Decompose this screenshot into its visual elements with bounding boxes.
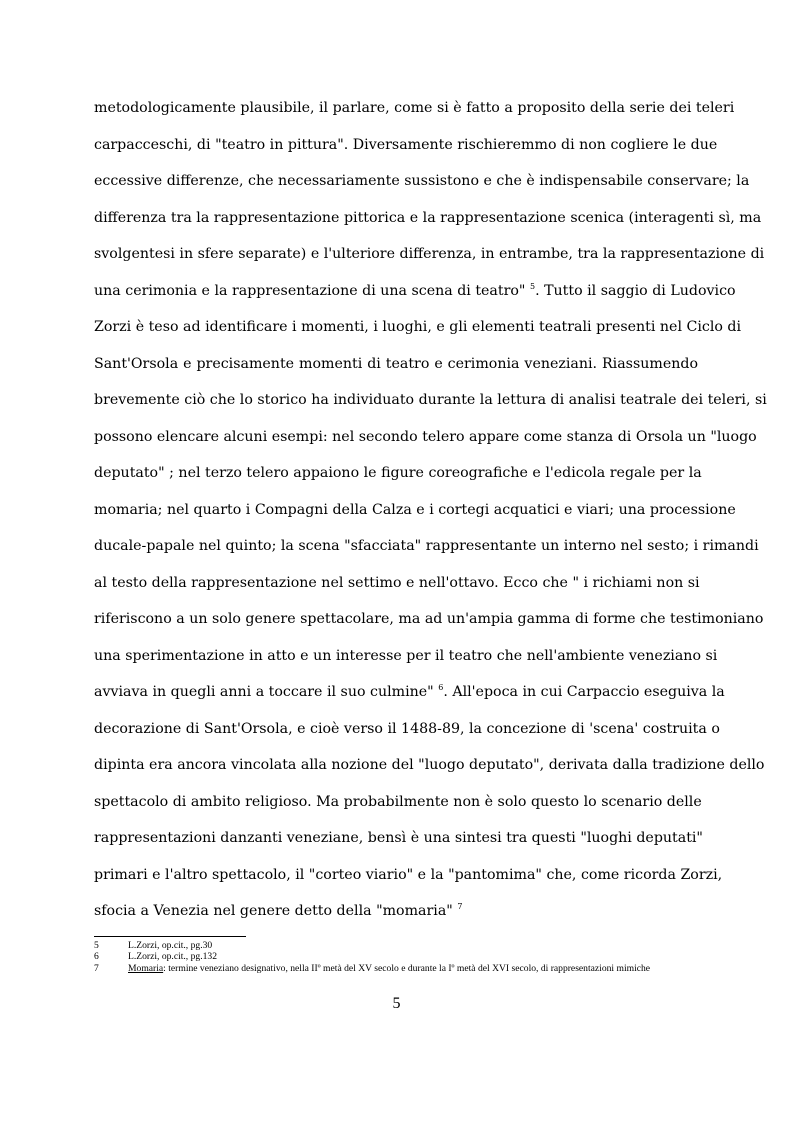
footnote-text: L.Zorzi, op.cit., pg.132	[128, 951, 217, 963]
text-line: deputato" ; nel terzo telero appaiono le figure coreografiche e l'edicola regale per la	[94, 465, 702, 481]
text-line: una sperimentazione in atto e un interesse per il teatro che nell'ambiente veneziano si	[94, 647, 718, 664]
text-line: ducale-papale nel quinto; la scena "sfacciata" rappresentante un interno nel sesto; i rimandi	[94, 538, 759, 554]
text-line	[94, 273, 736, 310]
text-line: rappresentazioni danzanti veneziane, bensì è una sintesi tra questi "luoghi deputati"	[94, 830, 703, 846]
footnote-text: L.Zorzi, op.cit., pg.30	[128, 940, 213, 951]
footnote-item	[94, 940, 714, 951]
footnote-ref-5: 5	[529, 281, 536, 291]
footnote-text: : termine veneziano designativo, nella IIº metà del XV secolo e durante la Iº metà del XVI secolo, di rappresentazioni mimiche	[163, 962, 651, 974]
text-segment: . Tutto il saggio di Ludovico	[535, 282, 736, 299]
footnote-ref-7: 7	[457, 902, 463, 911]
page-number: 5	[392, 995, 401, 1012]
text-line: al testo della rappresentazione nel settimo e nell'ottavo. Ecco che " i richiami non si	[94, 574, 700, 591]
footnote-divider	[94, 936, 246, 937]
text-line: svolgentesi in sfere separate) e l'ulteriore differenza, in entrambe, tra la rappresentazione di	[94, 246, 765, 262]
text-line: primari e l'altro spettacolo, il "corteo viario" e la "pantomima" che, come ricorda Zorzi,	[94, 866, 723, 883]
text-line: spettacolo di ambito religioso. Ma probabilmente non è solo questo lo scenario delle	[94, 793, 702, 810]
footnotes	[94, 940, 714, 974]
text-segment: . All'epoca in cui Carpaccio eseguiva la	[443, 684, 725, 700]
footnote-item	[94, 951, 714, 962]
text-line: metodologicamente plausibile, il parlare, come si è fatto a proposito della serie dei teleri	[94, 100, 735, 116]
footnote-term: Momaria	[128, 962, 164, 974]
footnote-number: 7	[94, 962, 99, 974]
text-segment: avviava in quegli anni a toccare il suo culmine"	[94, 684, 434, 700]
text-line: dipinta era ancora vincolata alla nozione del "luogo deputato", derivata dalla tradizione dello	[94, 757, 765, 773]
text-line	[94, 674, 725, 711]
text-line	[94, 893, 698, 930]
text-line: decorazione di Sant'Orsola, e cioè verso il 1488-89, la concezione di 'scena' costruita o	[94, 720, 720, 737]
footnote-number: 6	[94, 951, 99, 963]
text-segment: una cerimonia e la rappresentazione di una scena di teatro"	[94, 282, 526, 299]
text-line: carpacceschi, di "teatro in pittura". Diversamente rischieremmo di non cogliere le due	[94, 136, 718, 153]
footnote-ref-6: 6	[438, 683, 444, 692]
text-line: brevemente ciò che lo storico ha individuato durante la lettura di analisi teatrale dei teleri, si	[94, 392, 767, 408]
footnote-item	[94, 963, 714, 974]
text-line: Zorzi è teso ad identificare i momenti, i luoghi, e gli elementi teatrali presenti nel Ciclo di	[94, 319, 742, 335]
footnote-number: 5	[94, 940, 99, 951]
text-line: differenza tra la rappresentazione pittorica e la rappresentazione scenica (interagenti sì, ma	[94, 209, 762, 226]
text-line: possono elencare alcuni esempi: nel secondo telero appare come stanza di Orsola un "luogo	[94, 428, 757, 445]
text-line: riferiscono a un solo genere spettacolare, ma ad un'ampia gamma di forme che testimoniano	[94, 611, 764, 627]
text-segment: sfocia a Venezia nel genere detto della "momaria"	[94, 903, 453, 919]
text-line: eccessive differenze, che necessariamente sussistono e che è indispensabile conservare; la	[94, 173, 750, 189]
text-line: Sant'Orsola e precisamente momenti di teatro e cerimonia veneziani. Riassumendo	[94, 355, 698, 372]
text-line: momaria; nel quarto i Compagni della Calza e i cortegi acquatici e viari; una processione	[94, 501, 736, 518]
body-text	[94, 90, 767, 930]
